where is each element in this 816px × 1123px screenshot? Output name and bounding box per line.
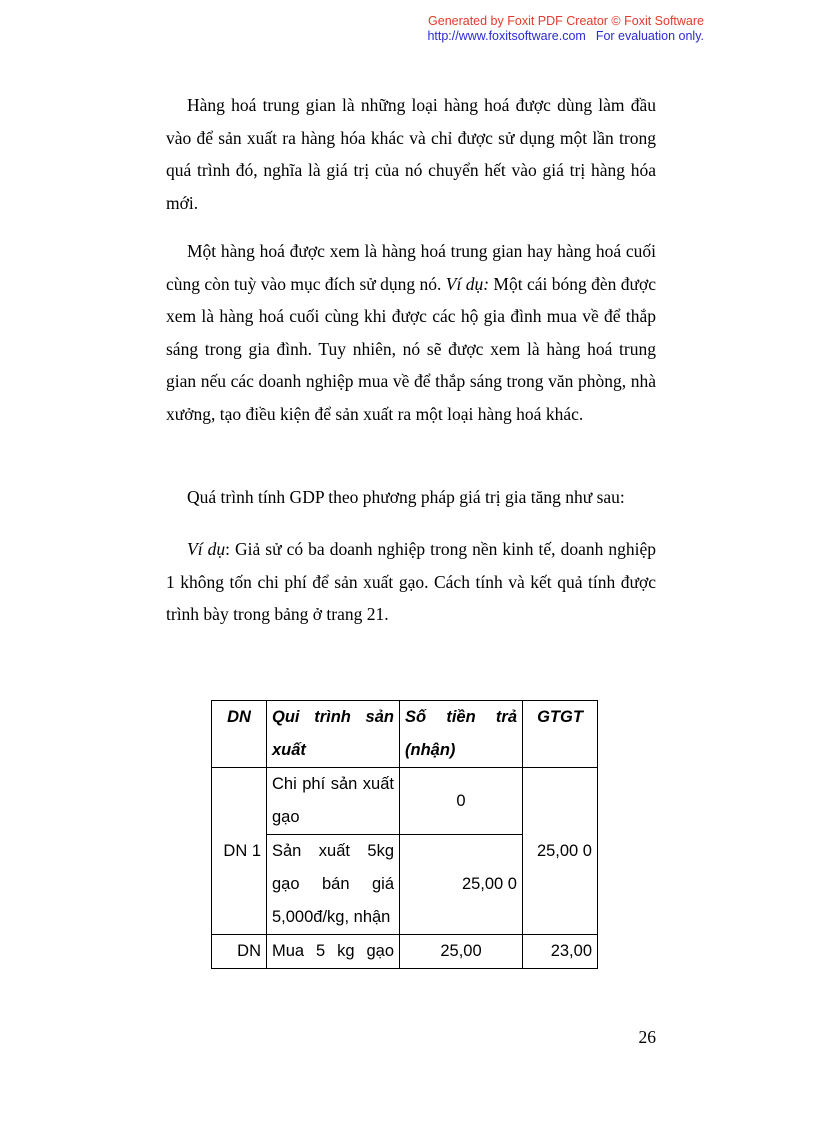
cell-dn1-step1-amount: 0 xyxy=(400,768,523,835)
cell-dn1-step2: Sản xuất 5kg gạo bán giá 5,000đ/kg, nhận xyxy=(267,835,400,935)
table-row xyxy=(212,935,598,969)
cell-dn2-gtgt: 23,00 xyxy=(523,935,598,969)
paragraph-text: : Giả sử có ba doanh nghiệp trong nền kinh tế, doanh nghiệp 1 không tốn chi phí để sản xuất gạo. Cách tính và kết quả tính được trình bày trong bảng ở trang 21. xyxy=(166,539,657,624)
watermark-generator-text: Generated by Foxit PDF Creator © Foxit Software xyxy=(428,14,704,28)
cell-dn1-step2-amount: 25,00 0 xyxy=(400,835,523,935)
paragraph-text: Hàng hoá trung gian là những loại hàng hoá được dùng làm đầu vào để sản xuất ra hàng hóa khác và chỉ được sử dụng một lần trong quá trình đó, nghĩa là giá trị của nó chuyển hết vào giá trị hàng hóa mới. xyxy=(166,95,656,213)
example-label: Ví dụ xyxy=(187,539,226,559)
table-row xyxy=(212,768,598,835)
paragraph-gdp-method xyxy=(166,481,656,514)
cell-dn1-gtgt: 25,00 0 xyxy=(523,768,598,935)
cell-dn1: DN 1 xyxy=(212,768,267,935)
cell-dn2-step1-amount: 25,00 xyxy=(400,935,523,969)
paragraph-example-firms xyxy=(166,533,656,631)
cell-dn2-step1: Mua 5 kg gạo xyxy=(267,935,400,969)
paragraph-example-lightbulb xyxy=(166,235,656,430)
page-number: 26 xyxy=(638,1027,656,1047)
paragraph-text: Quá trình tính GDP theo phương pháp giá trị gia tăng như sau: xyxy=(187,487,625,507)
watermark-note: For evaluation only. xyxy=(595,29,704,43)
watermark-url: http://www.foxitsoftware.com xyxy=(427,29,586,43)
table-header-row xyxy=(212,701,598,768)
header-dn: DN xyxy=(212,701,267,768)
header-amount: Số tiền trả (nhận) xyxy=(400,701,523,768)
header-gtgt: GTGT xyxy=(523,701,598,768)
cell-dn2: DN xyxy=(212,935,267,969)
value-added-table xyxy=(211,700,598,969)
header-process: Qui trình sản xuất xyxy=(267,701,400,768)
paragraph-intermediate-goods xyxy=(166,89,656,219)
cell-dn1-step1: Chi phí sản xuất gạo xyxy=(267,768,400,835)
foxit-watermark xyxy=(427,14,704,44)
example-label: Ví dụ: xyxy=(445,273,490,294)
paragraph-text: Một hàng hoá được xem là hàng hoá trung gian hay hàng hoá cuối cùng còn tuỳ vào mục đích sử dụng nó. xyxy=(166,241,656,294)
paragraph-text: Một cái bóng đèn được xem là hàng hoá cuối cùng khi được các hộ gia đình mua về để thắp sáng trong gia đình. Tuy nhiên, nó sẽ được xem là hàng hoá trung gian nếu các doanh nghiệp mua về để thắp sáng trong văn phòng, nhà xưởng, tạo điều kiện để sản xuất ra một loại hàng hoá khác. xyxy=(166,273,657,424)
watermark-url-line xyxy=(427,29,704,44)
